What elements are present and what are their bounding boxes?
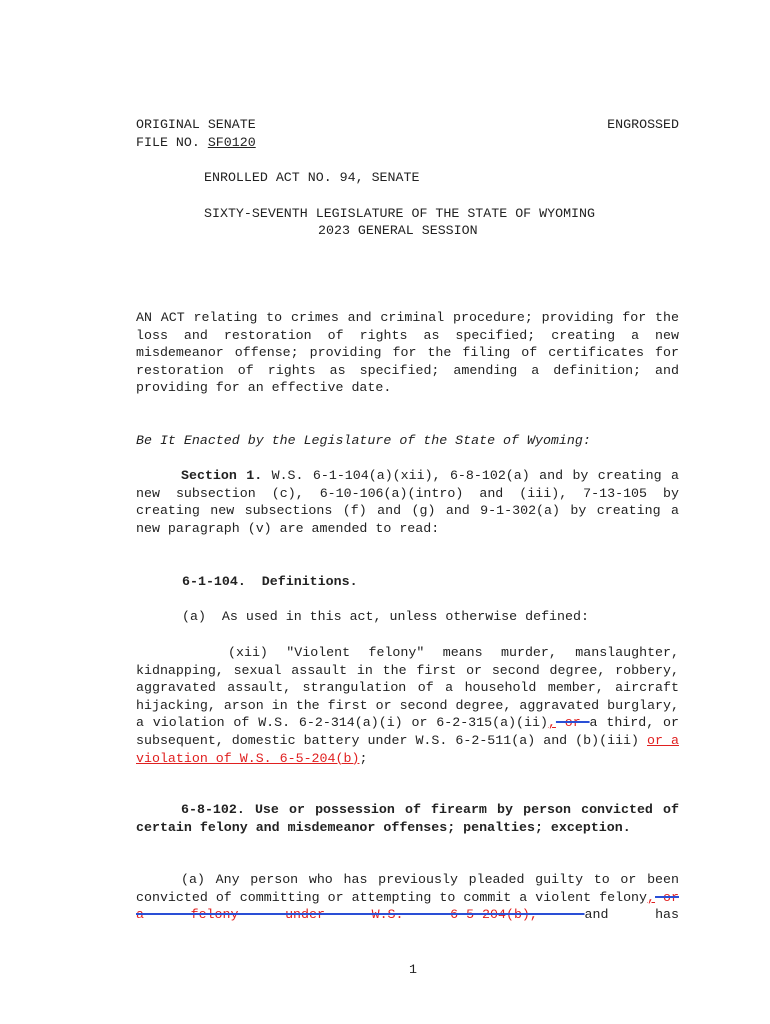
section-1-label: Section 1. <box>181 468 263 483</box>
header-file-no <box>136 134 256 152</box>
inserted-comma-2: , <box>647 889 656 905</box>
header-engrossed: ENGROSSED <box>607 117 679 132</box>
violent-felony-text: (xii) "Violent felony" means murder, manslaughter, kidnapping, sexual assault in the first or second degree, robbery, aggravated assault, strangulation of a household member, aircraft hijacking, arson in the first or second degree, aggravated burglary, a violation of W.S. 6-2-314(a)(i) or 6-2-315(a)(ii) <box>136 645 679 731</box>
session-title: 2023 GENERAL SESSION <box>318 223 478 238</box>
firearm-subsection-a <box>136 871 679 924</box>
legislature-title: SIXTY-SEVENTH LEGISLATURE OF THE STATE OF WYOMING <box>204 206 595 221</box>
file-no-label: FILE NO. <box>136 135 208 150</box>
inserted-comma: , <box>547 715 556 731</box>
deleted-felony-clause: or a felony under W.S. 6-5-204(b), <box>136 889 679 923</box>
page-number: 1 <box>409 962 417 977</box>
definitions-heading: 6-1-104. Definitions. <box>182 574 358 589</box>
header-original-senate: ORIGINAL SENATE <box>136 117 256 132</box>
enrolled-act: ENROLLED ACT NO. 94, SENATE <box>204 170 420 185</box>
violent-felony-end: ; <box>359 750 368 766</box>
firearm-a-rest: and has <box>584 907 680 923</box>
section-1-text: W.S. 6-1-104(a)(xii), 6-8-102(a) and by creating a new subsection (c), 6-10-106(a)(intro) and (iii), 7-13-105 by creating new subsections (f) and (g) and 9-1-302(a) by creating a new paragraph (v) are amended to read: <box>136 468 679 536</box>
violent-felony-rest: a third, or subsequent, domestic battery under W.S. 6-2-511(a) and (b)(iii) <box>136 715 679 748</box>
definitions-subsection-a: (a) As used in this act, unless otherwise defined: <box>182 609 589 624</box>
inserted-violation-clause: or a violation of W.S. 6-5-204(b) <box>136 732 679 766</box>
act-title-paragraph: AN ACT relating to crimes and criminal procedure; providing for the loss and restoration of rights as specified; creating a new misdemeanor offense; providing for the filing of certificates for restoration of rights as specified; amending a definition; and providing for an effective date. <box>136 310 679 396</box>
firearm-section-heading: 6-8-102. Use or possession of firearm by person convicted of certain felony and misdemeanor offenses; penalties; exception. <box>136 802 679 835</box>
section-1-paragraph <box>136 467 679 537</box>
deleted-or: or <box>555 715 590 731</box>
violent-felony-definition <box>136 644 679 767</box>
enacting-clause: Be It Enacted by the Legislature of the State of Wyoming: <box>136 433 591 448</box>
file-no-value: SF0120 <box>207 135 256 150</box>
firearm-a-text: (a) Any person who has previously pleaded guilty to or been convicted of committing or attempting to commit a violent felony <box>136 872 679 905</box>
